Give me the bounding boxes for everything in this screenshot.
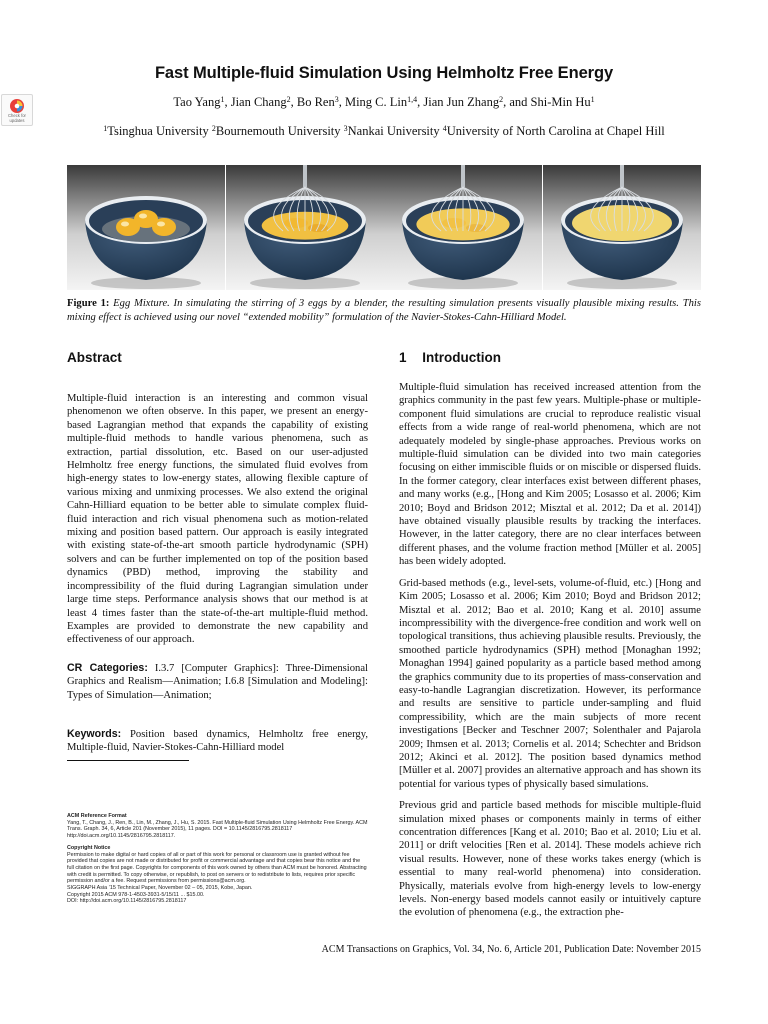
intro-paragraph-2: Grid-based methods (e.g., level-sets, volume-of-fluid, etc.) [Hong and Kim 2005; Losasso et al. 2006; Kim 2010; Boyd and Bridson 2012; Misztal et al. 2012; Bao et al. 2010; Kang et al. 2010] assume incompressibility with the divergence-free condition and work well on topological transitions, thus achieving plausible results. Previously, the smoothed particle hydrodynamics (SPH) method [Monaghan 1992; Monaghan 1994] gained popularity as a particle based method among the graphics community due to its properties of mass-conservation and easy-to-handle Lagrangian discretization. However, its performance and results are sensitive to particle under-sampling and fluid compressibility, which are the main subjects of more recent investigations [Becker and Teschner 2007; Solenthaler and Pajarola 2009; Ihmsen et al. 2013; Cornelis et al. 2014; Schechter and Bridson 2012; Akinci et al. 2012]. The position based dynamics method [Müller et al. 2007] provides an alternative approach and has shown its potential for various types of physically based simulations. (399, 577, 701, 790)
author-name: Bo Ren (296, 95, 335, 109)
intro-paragraph-3: Previous grid and particle based methods for miscible multiple-fluid simulation mixed phases or components mainly in terms of either concentration differences [Kang et al. 2010; Bao et al. 2010; Liu et al. 2011] or drift velocities [Ren et al. 2014]. These models achieve rich visual results. However, none of these works takes energy (which is essential to many real-world phenomena) into consideration. Physically, materials evolve from high-energy levels to low-energy levels. Non-energy based models cannot easily or intuitively capture the evolution of phenomena (e.g., the extraction phe- (399, 800, 701, 919)
conference-line: SIGGRAPH Asia ’15 Technical Paper, November 02 – 05, 2015, Kobe, Japan. (67, 885, 253, 892)
author-separator: , (224, 95, 231, 109)
paper-title: Fast Multiple-fluid Simulation Using Helmholtz Free Energy (154, 64, 614, 82)
affiliation-marker: 2 (211, 124, 216, 133)
figure-panel-fully-mixed (543, 165, 701, 290)
footnote-divider (67, 760, 189, 761)
affiliation-marker: 4 (442, 124, 447, 133)
figure-panel-three-eggs (67, 165, 225, 290)
author-name: Ming C. Lin (344, 95, 408, 109)
cr-categories-text: I.3.7 [Computer Graphics]: Three-Dimensional Graphics and Realism—Animation; I.6.8 [Simulation and Modeling]: Types of Simulation—Animation; (67, 663, 368, 701)
introduction-heading (399, 350, 501, 365)
author-separator: , (290, 95, 297, 109)
author-affiliation-marker: 2 (499, 95, 504, 104)
author-name: Jian Jun Zhang (423, 95, 500, 109)
keywords-text: Position based dynamics, Helmholtz free energy, Multiple-fluid, Navier-Stokes-Cahn-Hilliard model (67, 729, 368, 754)
author-affiliation-marker: 1,4 (407, 95, 418, 104)
keywords (67, 728, 368, 755)
introduction-number: 1 (399, 350, 407, 365)
author-affiliation-marker: 1 (220, 95, 225, 104)
author-separator: , (417, 95, 424, 109)
affiliation-name: Nankai University (347, 124, 440, 138)
introduction-title: Introduction (422, 350, 502, 365)
author-affiliation-marker: 1 (590, 95, 595, 104)
acm-reference-block (67, 813, 368, 905)
author-separator: , (338, 95, 345, 109)
author-separator: , and (503, 95, 531, 109)
abstract-text (67, 392, 368, 647)
check-for-updates-badge[interactable] (1, 94, 33, 126)
abstract-body: Multiple-fluid interaction is an interesting and common visual phenomenon we often observe. In this paper, we present an energy-based Lagrangian method that expands the capability of existing multiple-fluid methods to handle various phenomena, such as extraction, partial dissolution, etc. Based on our user-adjusted Helmholtz free energy functions, the simulated fluid evolves from high-energy states to low-energy states, allowing flexible capture of various mixing and unmixing processes. We also extend the original Cahn-Hilliard equation to be better able to simulate complex fluid-fluid interaction and rich visual phenomena such as motion-related mixing and position based pattern. Our approach is easily integrated with existing state-of-the-art smooth particle hydrodynamic (SPH) solvers and can be further implemented on top of the position based dynamics (PBD) method, improving the stability and incompressibility of the fluid during Lagrangian simulation under large time steps. Performance analysis shows that our method is at least 4 times faster than the state-of-the-art multiple-fluid method. Examples are provided to demonstrate the new capability and effectiveness of our approach. (67, 393, 368, 646)
doi-link[interactable]: DOI: http://doi.acm.org/10.1145/2816795.2818117 (67, 898, 187, 905)
affiliation-name: Tsinghua University (107, 124, 209, 138)
cr-categories (67, 662, 368, 702)
author-name: Tao Yang (173, 95, 221, 109)
author-name: Shi-Min Hu (530, 95, 591, 109)
badge-label: Check for updates (8, 113, 26, 123)
figure-1-image (67, 165, 701, 290)
copyright-heading: Copyright Notice (67, 844, 111, 851)
affiliation-name: University of North Carolina at Chapel Hill (446, 124, 665, 138)
figure-label: Figure 1: (67, 298, 110, 309)
figure-panel-partially-mixed (384, 165, 542, 290)
figure-panel-start-stirring (226, 165, 384, 290)
affiliation-list (40, 124, 728, 139)
figure-caption-text: Egg Mixture. In simulating the stirring of 3 eggs by a blender, the resulting simulation presents visually plausible mixing results. This mixing effect is achieved using our novel “extended mobility” formulation of the Navier-Stokes-Cahn-Hilliard Model. (67, 298, 701, 323)
cr-categories-label: CR Categories: (67, 662, 148, 674)
introduction-text (399, 381, 701, 920)
copyright-notice-text: Permission to make digital or hard copies of all or part of this work for personal or classroom use is granted without fee provided that copies are not made or distributed for profit or commercial advantage and that copies bear this notice and the full citation on the first page. Copyrights for components of this work owned by others than ACM must be honored. Abstracting with credit is permitted. To copy otherwise, or republish, to post on servers or to redistribute to lists, requires prior specific permission and/or a fee. Request permissions from permissions@acm.org. (67, 851, 367, 885)
affiliation-marker: 3 (343, 124, 348, 133)
author-affiliation-marker: 2 (286, 95, 291, 104)
author-name: Jian Chang (230, 95, 287, 109)
figure-caption (67, 297, 701, 325)
author-affiliation-marker: 3 (334, 95, 339, 104)
copyright-line: Copyright 2015 ACM 978-1-4503-3931-5/15/11 ... $15.00. (67, 891, 205, 898)
journal-footer: ACM Transactions on Graphics, Vol. 34, No. 6, Article 201, Publication Date: November 2015 (321, 944, 701, 955)
affiliation-name: Bournemouth University (215, 124, 341, 138)
crossmark-icon (9, 98, 25, 114)
author-list (60, 95, 708, 110)
acm-reference-text: Yang, T., Chang, J., Ren, B., Lin, M., Zhang, J., Hu, S. 2015. Fast Multiple-fluid Simulation Using Helmholtz Free Energy. ACM Trans. Graph. 34, 6, Article 201 (November 2015), 11 pages. DOI = 10.1145/2816795.2818117 http://doi.acm.org/10.1145/2816795.2818117. (67, 819, 368, 840)
intro-paragraph-1: Multiple-fluid simulation has received increased attention from the graphics community in the past few years. Multiple-phase or multiple-component fluid simulations are crucial to reproduce realistic visual effects from a wide range of real-world phenomena, which are not adequately modeled by single-phase approaches. Previous works on multiple-fluid simulation can be divided into two main categories focusing on either immiscible fluids or on miscible or dispersed fluids. In the former category, clear interfaces exist between different phases, and many works (e.g., [Hong and Kim 2005; Losasso et al. 2006; Kim 2010; Boyd and Bridson 2012; Misztal et al. 2012; Da et al. 2014]) have obtained visually plausible results by tracking the interfaces. However, in the latter category, there are no clear interfaces between different phases, and the volume fraction method [Müller et al. 2005] has been widely adopted. (399, 382, 701, 568)
keywords-label: Keywords: (67, 728, 122, 740)
affiliation-marker: 1 (103, 124, 108, 133)
abstract-heading: Abstract (67, 350, 122, 365)
acm-reference-heading: ACM Reference Format (67, 813, 127, 819)
